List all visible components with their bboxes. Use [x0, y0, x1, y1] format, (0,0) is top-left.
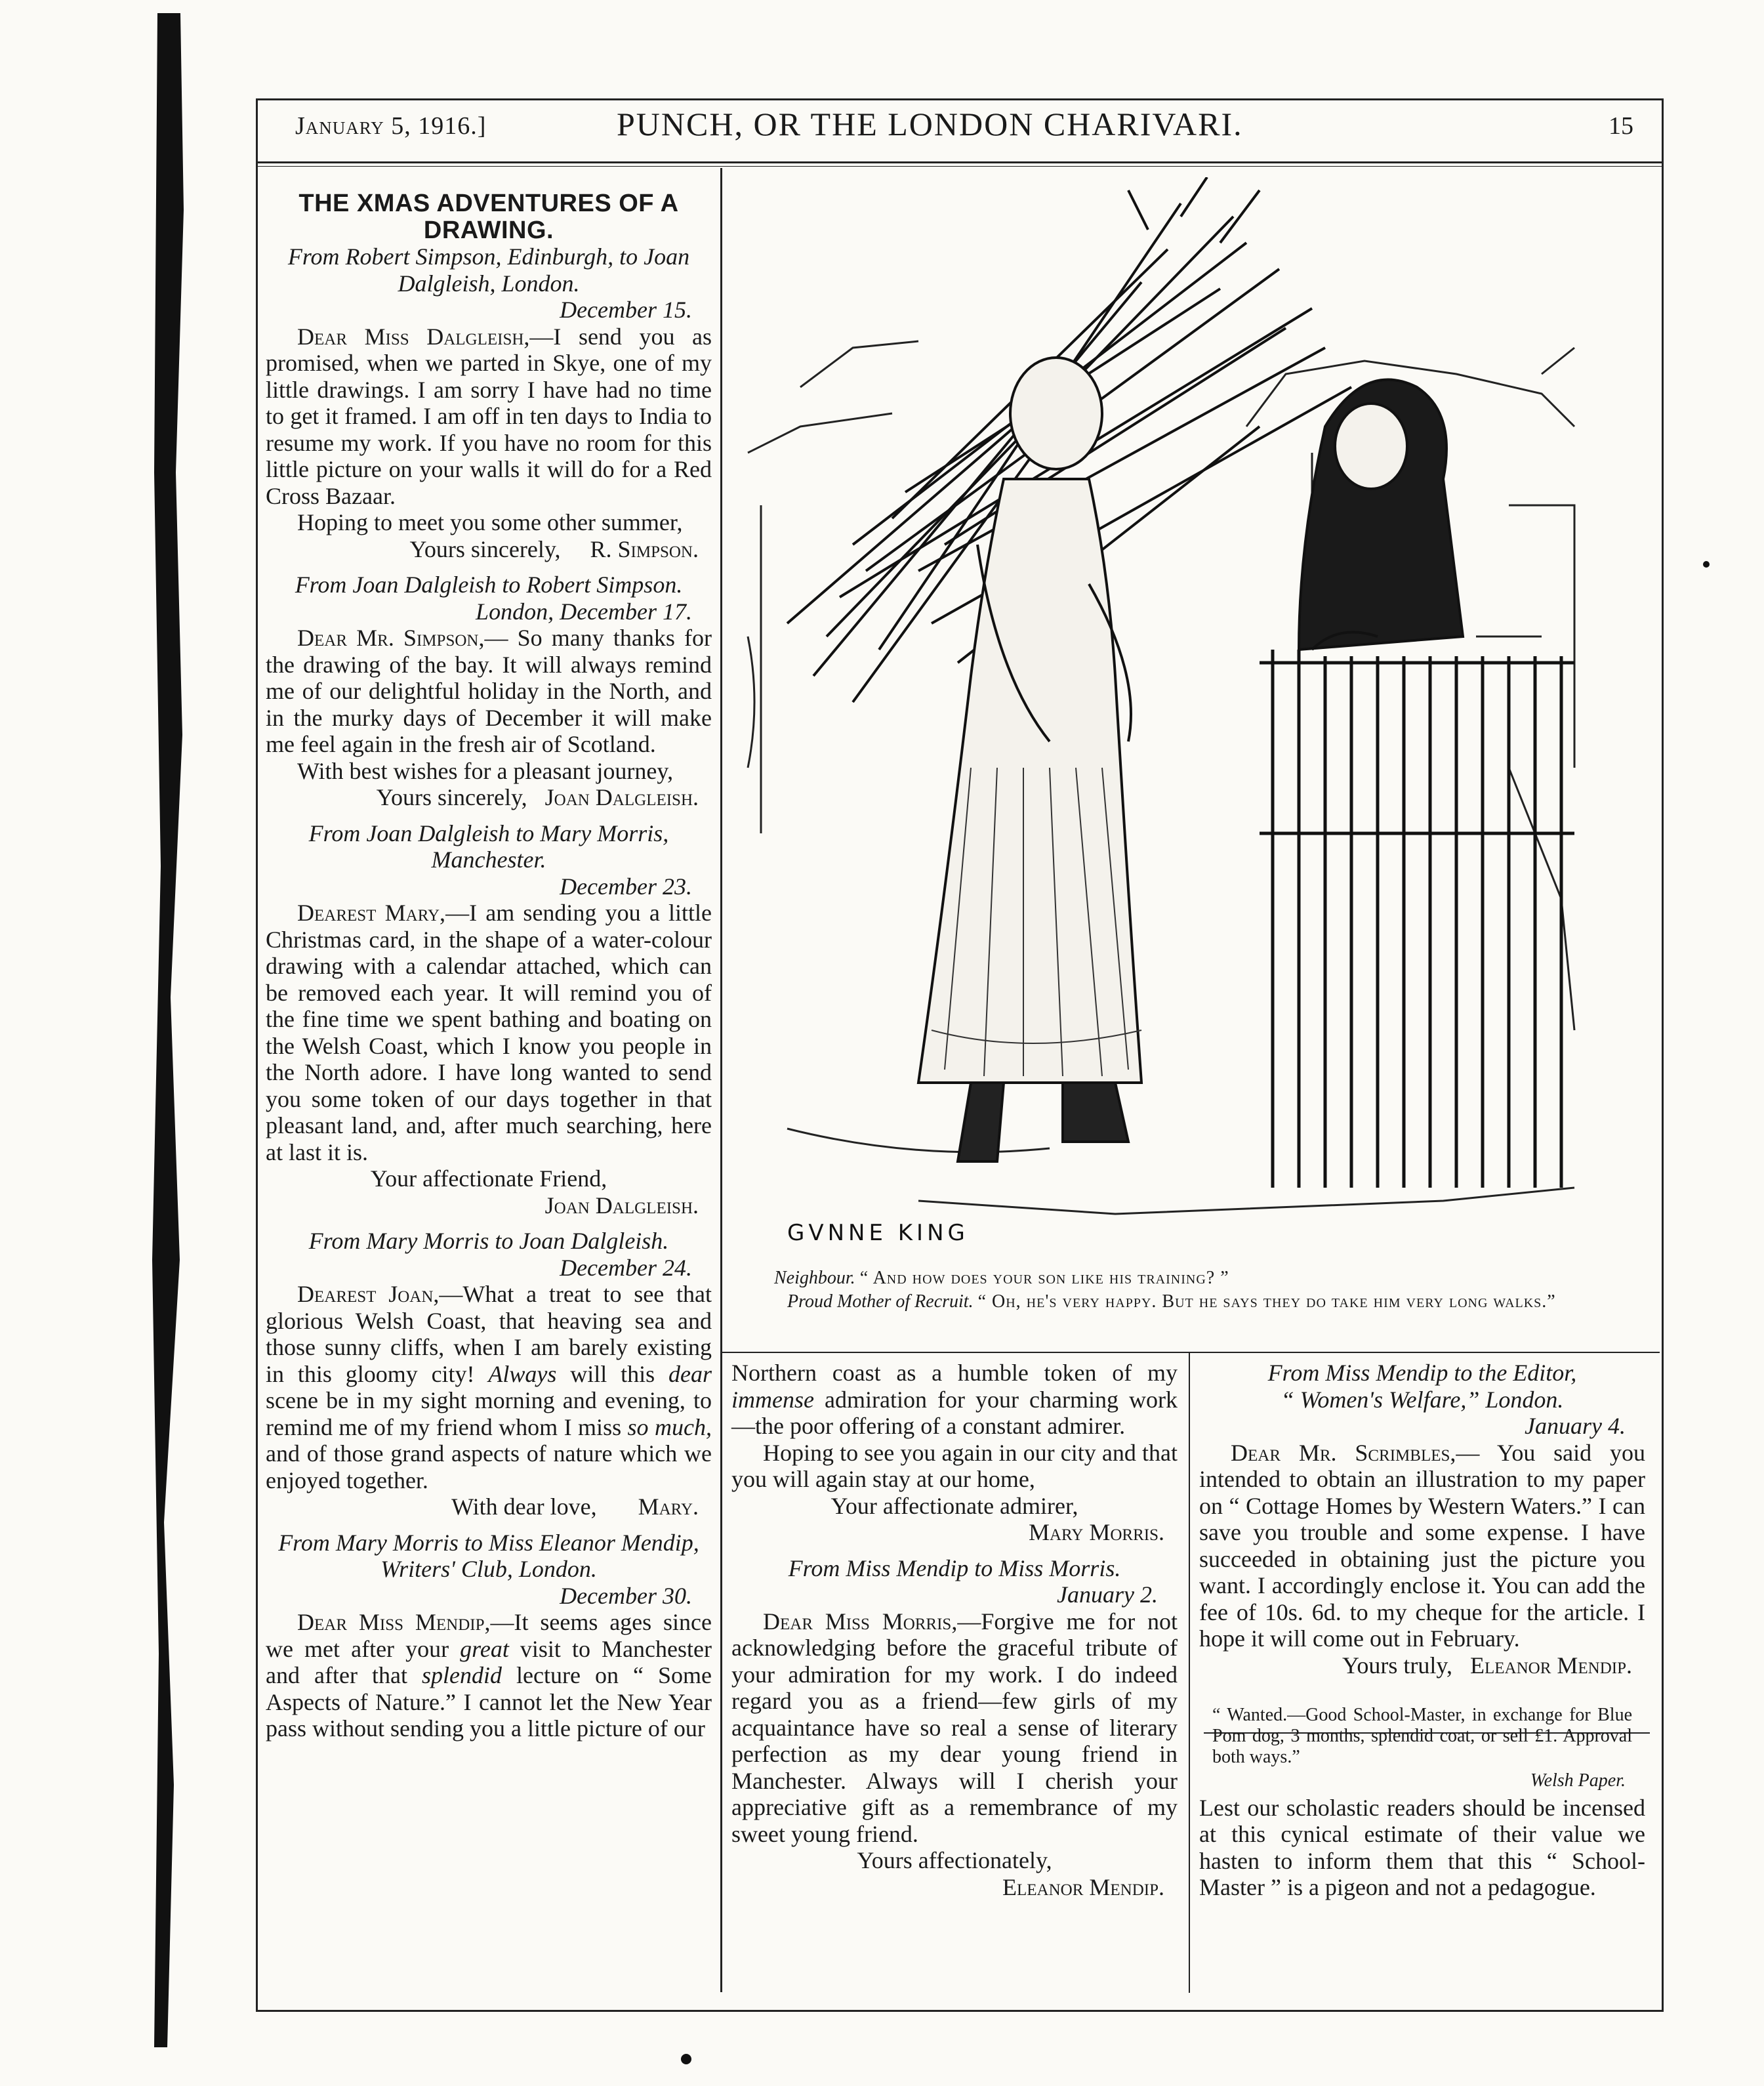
print-speck — [1703, 561, 1710, 568]
letter-salutation: Dearest Mary, — [297, 900, 446, 926]
letter-body: Dear Mr. Simpson,— So many thanks for the drawing of the bay. It will always remind me of our delightful holiday in the North, and in the murky days of December it will make me feel again in the fresh air of Scotland. — [266, 625, 712, 757]
letter-signoff: Yours sincerely, R. Simpson. — [409, 535, 699, 562]
print-speck — [681, 2054, 691, 2064]
letter-salutation: Dear Miss Mendip, — [297, 1609, 491, 1635]
letter-date: January 4. — [1525, 1413, 1626, 1439]
binding-shadow — [151, 13, 190, 2047]
letter-signoff: Yours sincerely, Joan Dalgleish. — [376, 784, 699, 810]
quote-source: Welsh Paper. — [1530, 1770, 1626, 1791]
letter-signoff: Yours affectionately, — [857, 1847, 1052, 1873]
article-title: THE XMAS ADVENTURES OF A DRAWING. — [298, 190, 679, 244]
background-scene — [748, 341, 1574, 1214]
masthead-title: PUNCH, OR THE LONDON CHARIVARI. — [617, 106, 1243, 142]
letter-signature: Eleanor Mendip. — [1002, 1873, 1164, 1900]
letter-closing: Hoping to see you again in our city and that you will again stay at our home, — [731, 1439, 1178, 1492]
letter-salutation: Dearest Joan, — [297, 1281, 440, 1307]
letter-date: December 24. — [560, 1254, 692, 1281]
header-rule — [256, 161, 1662, 163]
issue-date: January 5, 1916.] — [295, 112, 487, 140]
letter-heading: From Mary Morris to Joan Dalgleish. — [308, 1228, 669, 1254]
letter-body: Dear Miss Dalgleish,—I send you as promised, when we parted in Skye, one of my little drawings. I am sorry I have had no time to get it framed. I am off in ten days to India to resume my work. If you have no room for this little picture on your walls it will do for a Red Cross Bazaar. — [266, 323, 712, 509]
letter-body: Dear Miss Mendip,—It seems ages since we met after your great visit to Manchester and after that splendid lecture on “ Some Aspects of Nature.” I cannot let the New Year pass without sending you a little picture of our — [266, 1609, 712, 1742]
column-rule-right — [1189, 1353, 1190, 1993]
neighbour-woman — [1299, 380, 1463, 650]
letter-date: January 2. — [1057, 1581, 1158, 1608]
letter-salutation: Dear Mr. Scrimbles, — [1231, 1439, 1456, 1466]
running-header — [256, 105, 1660, 157]
letter-signature: Joan Dalgleish. — [544, 1192, 699, 1219]
caption-line-1: Neighbour. “ And how does your son like his training? ” — [774, 1268, 1229, 1288]
letter-body: Dear Mr. Scrimbles,— You said you intended to obtain an illustration to my paper on “ Cottage Homes by Western Waters.” I can save you trouble and some expense. I have succeeded in obtaining just the picture you want. I accordingly enclose it. You can add the fee of 10s. 6d. to my cheque for the article. I hope it will come out in February. — [1199, 1439, 1645, 1652]
letter-body: Northern coast as a humble token of my immense admiration for your charming work—the poor offering of a constant admirer. — [731, 1360, 1178, 1439]
column-1 — [266, 190, 712, 1742]
artist-signature: GVNNE KING — [787, 1220, 969, 1246]
editorial-comment: Lest our scholastic readers should be incensed at this cynical estimate of their value we hasten to inform them that this “ School-Master ” is a pigeon and not a pedagogue. — [1199, 1794, 1645, 1900]
letter-date: December 23. — [560, 873, 692, 900]
letter-salutation: Dear Miss Morris, — [763, 1608, 958, 1635]
letter-heading: From Mary Morris to Miss Eleanor Mendip, Writers' Club, London. — [278, 1529, 699, 1582]
letter-body: Dear Miss Morris,—Forgive me for not acknowledging before the graceful tribute of your admiration for my work. I do indeed regard you as a friend—few girls of my acquaintance have so real a sense of literary perfection as my dear young friend in Manchester. Always will I cherish your appreciative gift as a remembrance of my sweet young friend. — [731, 1608, 1178, 1847]
caption-line-2: Proud Mother of Recruit. “ Oh, he's very happy. But he says they do take him very long walks.” — [787, 1291, 1556, 1312]
page-number: 15 — [1609, 112, 1633, 140]
caption-rule — [722, 1352, 1660, 1353]
woman-carrying-sticks — [918, 358, 1141, 1161]
column-2 — [731, 1360, 1178, 1900]
letter-salutation: Dear Mr. Simpson, — [297, 625, 485, 651]
letter-date: London, December 17. — [476, 598, 692, 625]
letter-signature: Mary Morris. — [1028, 1519, 1164, 1545]
gate-and-fence — [1260, 650, 1574, 1188]
letter-signoff: With dear love, Mary. — [451, 1493, 699, 1520]
header-rule-thin — [256, 166, 1662, 167]
letter-salutation: Dear Miss Dalgleish, — [297, 323, 530, 350]
letter-body: Dearest Mary,—I am sending you a little Christmas card, in the shape of a water-colour drawing with a calendar attached, which can be removed each year. It will remind you of the fine time we spent bathing and boating on the Welsh Coast, which I know you people in the North adore. I have long wanted to send you some token of our days together in that pleasant land, and, after much searching, here at last it is. — [266, 900, 712, 1165]
letter-heading: From Miss Mendip to Miss Morris. — [788, 1554, 1121, 1581]
cartoon-illustration — [722, 177, 1627, 1253]
letter-body: Dearest Joan,—What a treat to see that glorious Welsh Coast, that heaving sea and those sunny cliffs, when I am barely existing in this gloomy city! Always will this dear scene be in my sight morning and evening, to remind me of my friend whom I miss so much, and of those grand aspects of nature which we enjoyed together. — [266, 1281, 712, 1493]
letter-date: December 30. — [560, 1582, 692, 1609]
letter-heading: From Joan Dalgleish to Mary Morris, Manchester. — [308, 820, 669, 873]
letter-heading: From Robert Simpson, Edinburgh, to Joan Dalgleish, London. — [287, 243, 690, 297]
letter-signoff: Your affectionate admirer, — [831, 1492, 1078, 1519]
letter-heading: “ Women's Welfare,” London. — [1281, 1386, 1564, 1413]
letter-date: December 15. — [560, 297, 692, 323]
letter-heading: From Miss Mendip to the Editor, — [1267, 1360, 1577, 1386]
letter-signoff: Yours truly, Eleanor Mendip. — [1342, 1652, 1632, 1679]
letter-heading: From Joan Dalgleish to Robert Simpson. — [295, 572, 683, 598]
column-3 — [1199, 1360, 1645, 1901]
letter-signoff: Your affectionate Friend, — [370, 1165, 607, 1192]
letter-closing: Hoping to meet you some other summer, — [297, 509, 683, 535]
quoted-advertisement: “ Wanted.—Good School-Master, in exchange for Blue Pom dog, 3 months, splendid coat, or sell £1. Approval both ways.” — [1212, 1705, 1632, 1767]
letter-closing: With best wishes for a pleasant journey, — [297, 757, 674, 784]
cartoon-caption — [774, 1266, 1620, 1314]
